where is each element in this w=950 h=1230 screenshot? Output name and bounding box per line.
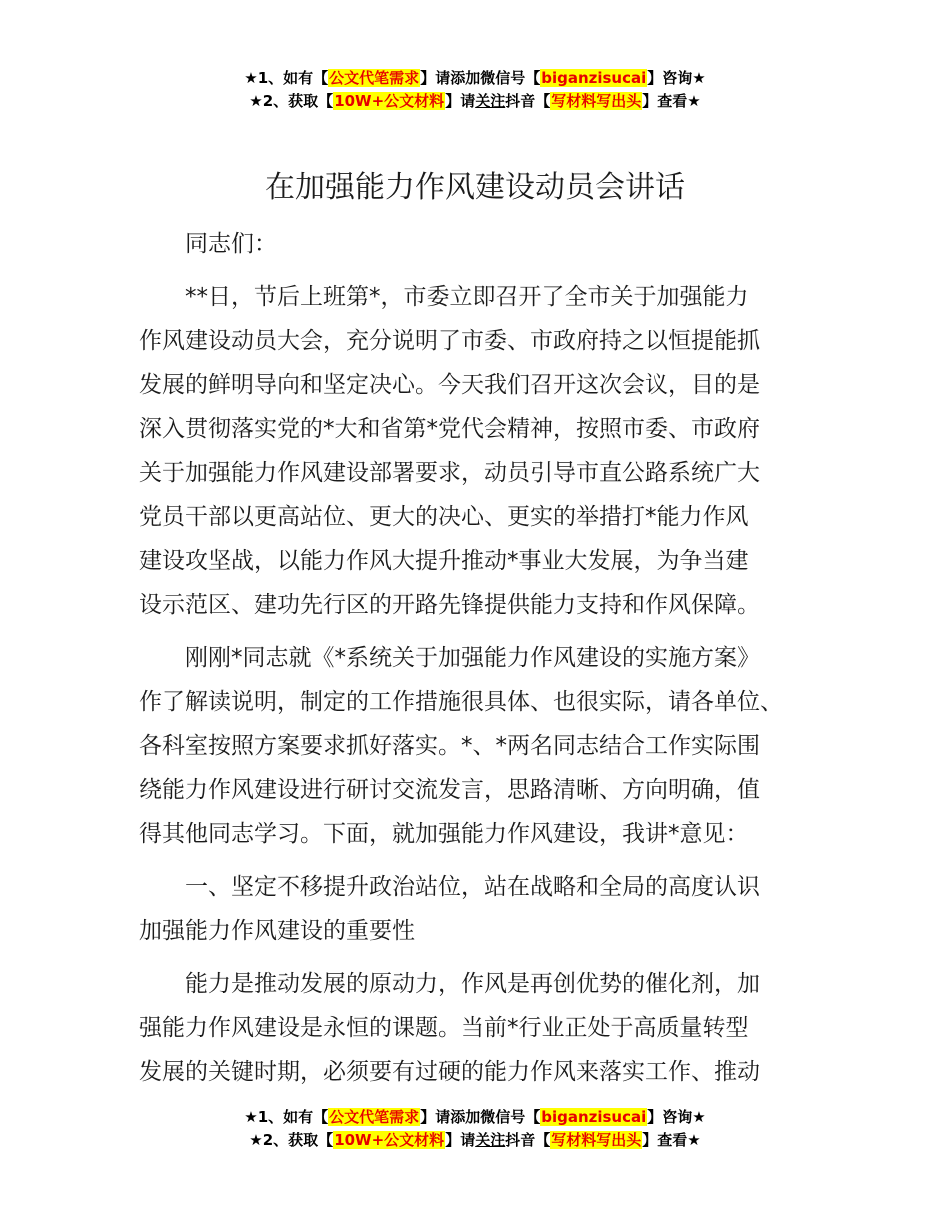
- banner-text: 】查看★: [642, 92, 701, 110]
- header-banner: [0, 67, 950, 113]
- paragraph: [139, 962, 819, 1094]
- paragraph-line: 发展的关键时期，必须要有过硬的能力作风来落实工作、推动: [139, 1059, 760, 1085]
- paragraphs-container: [139, 275, 819, 1094]
- highlight-service: 公文代笔需求: [329, 69, 420, 87]
- banner-text: ★2、获取【: [249, 1131, 334, 1149]
- banner-line-2: [0, 1129, 950, 1152]
- banner-underlined-text: 关注: [475, 1131, 506, 1149]
- paragraph-line: **日，节后上班第*，市委立即召开了全市关于加强能力: [185, 284, 749, 310]
- paragraph-line: 绕能力作风建设进行研讨交流发言，思路清晰、方向明确，值: [139, 777, 760, 803]
- banner-text: ★1、如有【: [244, 1108, 329, 1126]
- paragraph-line: 加强能力作风建设的重要性: [139, 918, 415, 944]
- banner-line-2: [0, 90, 950, 113]
- highlight-wechat-id: biganzisucai: [541, 69, 647, 87]
- paragraph-line: 得其他同志学习。下面，就加强能力作风建设，我讲*意见：: [139, 821, 749, 847]
- banner-text: 】查看★: [642, 1131, 701, 1149]
- paragraph-line: 强能力作风建设是永恒的课题。当前*行业正处于高质量转型: [139, 1015, 749, 1041]
- banner-text: 抖音【: [505, 1131, 551, 1149]
- banner-line-1: [0, 67, 950, 90]
- paragraph-line: 一、坚定不移提升政治站位，站在战略和全局的高度认识: [185, 874, 760, 900]
- paragraph-line: 发展的鲜明导向和坚定决心。今天我们召开这次会议，目的是: [139, 372, 760, 398]
- banner-text: 】咨询★: [647, 69, 706, 87]
- paragraph-line: 深入贯彻落实党的*大和省第*党代会精神，按照市委、市政府: [139, 416, 760, 442]
- paragraph-line: 建设攻坚战，以能力作风大提升推动*事业大发展，为争当建: [139, 548, 749, 574]
- banner-text: ★2、获取【: [249, 92, 334, 110]
- document-body: [139, 222, 819, 1103]
- paragraph-line: 各科室按照方案要求抓好落实。*、*两名同志结合工作实际围: [139, 733, 760, 759]
- paragraph-line: 作了解读说明，制定的工作措施很具体、也很实际，请各单位、: [139, 689, 783, 715]
- banner-text: 抖音【: [505, 92, 551, 110]
- banner-text: 】咨询★: [647, 1108, 706, 1126]
- banner-text: 】请: [445, 1131, 476, 1149]
- banner-text: ★1、如有【: [244, 69, 329, 87]
- banner-text: 】请: [445, 92, 476, 110]
- banner-underlined-text: 关注: [475, 92, 506, 110]
- banner-text: 】请添加微信号【: [420, 69, 541, 87]
- highlight-douyin-account: 写材料写出头: [551, 92, 642, 110]
- document-title: 在加强能力作风建设动员会讲话: [265, 170, 685, 205]
- paragraph-line: 作风建设动员大会，充分说明了市委、市政府持之以恒提能抓: [139, 328, 760, 354]
- paragraph-line: 党员干部以更高站位、更大的决心、更实的举措打*能力作风: [139, 504, 749, 530]
- paragraph-line: 关于加强能力作风建设部署要求，动员引导市直公路系统广大: [139, 460, 760, 486]
- highlight-materials: 10W+公文材料: [334, 1131, 445, 1149]
- paragraph-line: 设示范区、建功先行区的开路先锋提供能力支持和作风保障。: [139, 592, 760, 618]
- footer-banner: [0, 1106, 950, 1152]
- paragraph: [139, 636, 819, 856]
- banner-line-1: [0, 1106, 950, 1129]
- paragraph: [139, 865, 819, 953]
- highlight-douyin-account: 写材料写出头: [551, 1131, 642, 1149]
- banner-text: 】请添加微信号【: [420, 1108, 541, 1126]
- paragraph-line: 刚刚*同志就《*系统关于加强能力作风建设的实施方案》: [185, 645, 760, 671]
- paragraph-line: 能力是推动发展的原动力，作风是再创优势的催化剂，加: [185, 971, 760, 997]
- salutation: 同志们：: [185, 231, 277, 257]
- highlight-wechat-id: biganzisucai: [541, 1108, 647, 1126]
- highlight-service: 公文代笔需求: [329, 1108, 420, 1126]
- paragraph: [139, 275, 819, 627]
- highlight-materials: 10W+公文材料: [334, 92, 445, 110]
